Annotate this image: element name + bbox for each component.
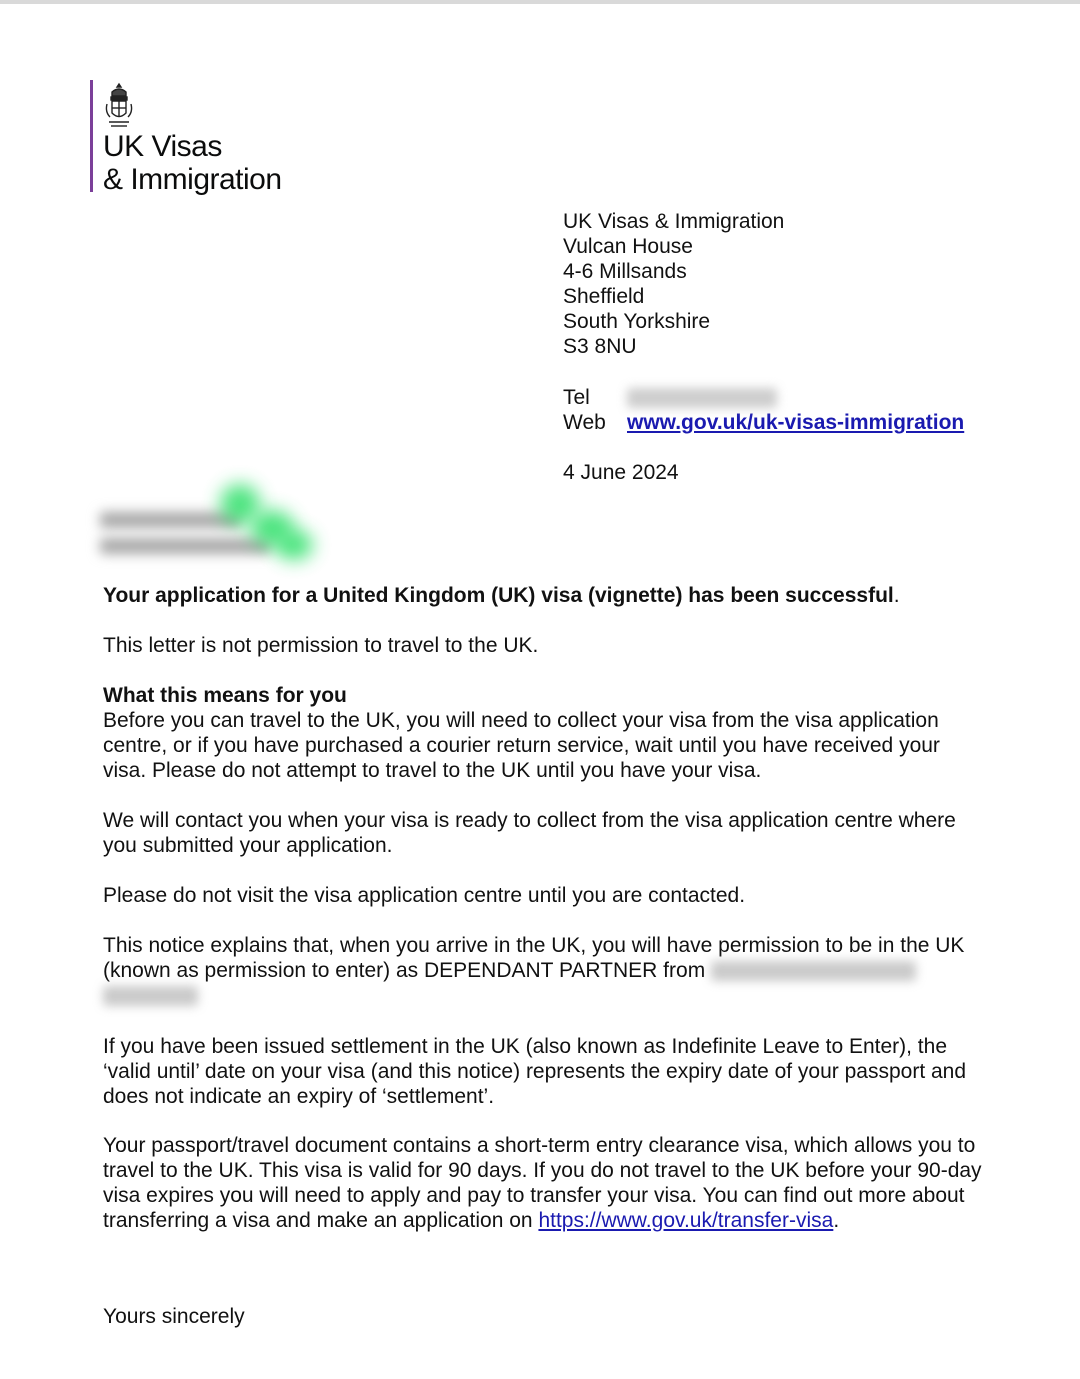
redacted-date-range-end <box>103 986 198 1006</box>
redacted-recipient <box>100 506 310 566</box>
transfer-visa-block <box>103 1133 983 1233</box>
paragraph-do-not-visit: Please do not visit the visa application centre until you are contacted. <box>103 884 746 907</box>
redaction-mark <box>275 530 313 560</box>
website-link[interactable]: www.gov.uk/uk-visas-immigration <box>627 411 965 434</box>
tel-label: Tel <box>563 386 590 409</box>
section-heading: What this means for you <box>103 684 347 707</box>
paragraph-transfer: Your passport/travel document contains a short-term entry clearance visa, which allows you to travel to the UK. This visa is valid for 90 days. If you do not travel to the UK before your 90-day visa expires you will need to apply and pay to transfer your visa. You can find out more about transferring a visa and make an application on <box>103 1134 982 1232</box>
sender-address <box>563 209 784 359</box>
closing-text: Yours sincerely <box>103 1305 245 1328</box>
not-permission-paragraph <box>103 633 983 658</box>
logo-wordmark <box>103 130 282 196</box>
tel-row <box>563 385 964 410</box>
not-permission-text: This letter is not permission to travel to the UK. <box>103 634 539 657</box>
letter-headline: Your application for a United Kingdom (UK) visa (vignette) has been successful <box>103 584 894 607</box>
redacted-recipient-line <box>100 538 270 554</box>
address-line: South Yorkshire <box>563 310 711 333</box>
redacted-date-range <box>711 961 916 981</box>
logo-accent-bar <box>90 80 93 192</box>
closing-block <box>103 1304 983 1329</box>
address-line: UK Visas & Immigration <box>563 210 785 233</box>
web-row <box>563 410 964 435</box>
royal-crest-icon <box>104 82 134 130</box>
address-line: Sheffield <box>563 285 645 308</box>
letter-date: 4 June 2024 <box>563 461 679 484</box>
settlement-block <box>103 1034 983 1109</box>
paragraph-permission: This notice explains that, when you arrive in the UK, you will have permission to be in the UK (known as permission to enter) as DEPENDANT PARTNER from <box>103 934 965 982</box>
address-line: 4-6 Millsands <box>563 260 687 283</box>
letter-headline-block <box>103 583 983 608</box>
redacted-phone <box>627 388 777 408</box>
permission-notice-block <box>103 933 983 1008</box>
contact-paragraph-block <box>103 808 983 858</box>
do-not-visit-block <box>103 883 983 908</box>
what-this-means-section <box>103 683 983 783</box>
address-line: Vulcan House <box>563 235 693 258</box>
paragraph-settlement: If you have been issued settlement in the UK (also known as Indefinite Leave to Enter), the ‘valid until’ date on your visa (and this notice) represents the expiry date of your passport and does not indicate an expiry of ‘settlement’. <box>103 1035 967 1108</box>
web-label: Web <box>563 411 606 434</box>
contact-details <box>563 385 964 435</box>
redacted-recipient-line <box>100 512 240 528</box>
address-line: S3 8NU <box>563 335 637 358</box>
transfer-visa-link[interactable]: https://www.gov.uk/transfer-visa <box>538 1209 834 1232</box>
logo-line-2: & Immigration <box>103 163 282 196</box>
paragraph-contact: We will contact you when your visa is ready to collect from the visa application centre where you submitted your application. <box>103 809 956 857</box>
paragraph-collect-visa: Before you can travel to the UK, you will need to collect your visa from the visa application centre, or if you have purchased a courier return service, wait until you have received your visa. Please do not attempt to travel to the UK until you have your visa. <box>103 709 940 782</box>
page-top-edge <box>0 0 1080 4</box>
transfer-period: . <box>833 1209 840 1232</box>
headline-period: . <box>893 584 900 607</box>
logo-line-1: UK Visas <box>103 130 222 163</box>
